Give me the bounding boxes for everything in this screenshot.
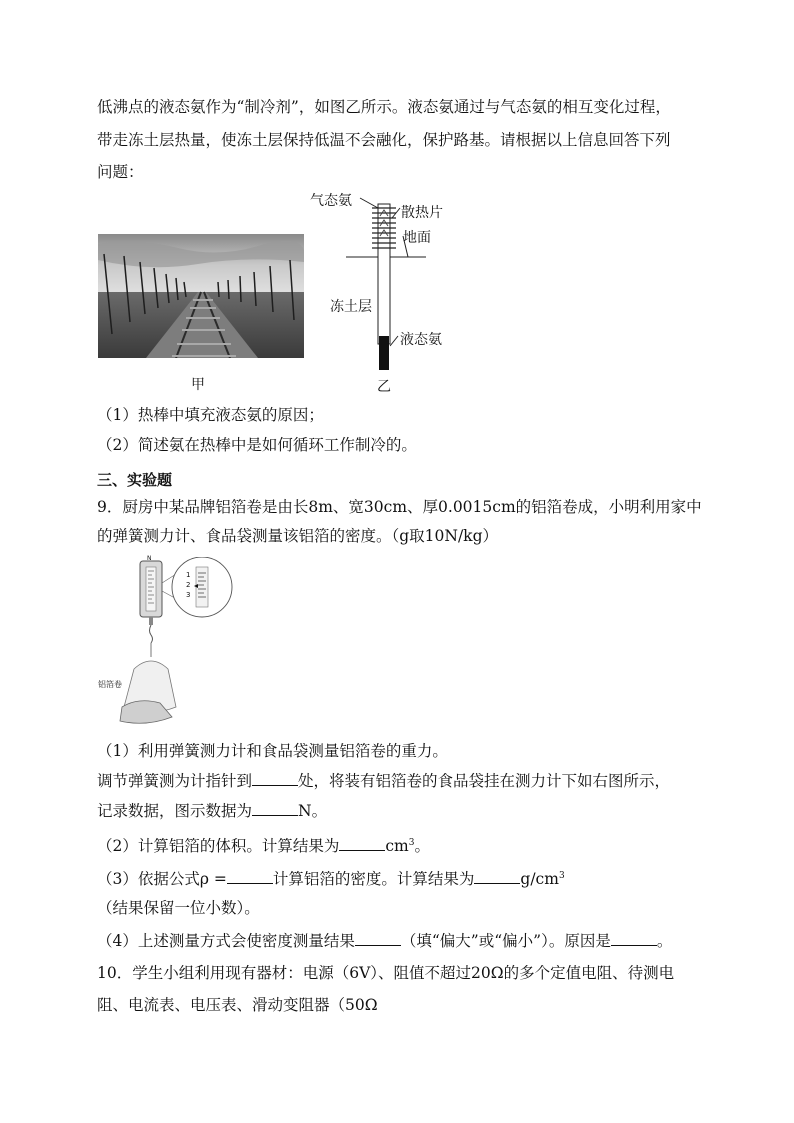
q9-sub2	[97, 833, 430, 856]
answer-blank-zero-point[interactable]	[252, 771, 298, 786]
q9-sub3-pre: （3）依据公式ρ =	[97, 870, 227, 889]
q9-sub1-a-pre: 调节弹簧测为计指针到	[97, 772, 253, 790]
q9-sub2-end: 。	[414, 837, 431, 856]
label-ground: 地面	[403, 230, 431, 246]
label-gas-ammonia: 气态氨	[310, 193, 352, 209]
q9-sub4-end: 。	[656, 932, 673, 950]
scale-tick-3: 3	[186, 591, 191, 599]
q9-sub3-sup: 3	[558, 871, 565, 881]
q9-sub1-line-b	[97, 801, 327, 821]
railway-photo	[98, 234, 304, 358]
section-title: 三、实验题	[97, 471, 173, 489]
q9-sub1-line-a	[97, 771, 670, 791]
intro-line-1: 低沸点的液态氨作为“制冷剂”，如图乙所示。液态氨通过与气态氨的相互变化过程，	[97, 98, 671, 116]
diagram-caption: 乙	[377, 379, 391, 395]
spring-scale-figure	[98, 557, 238, 729]
q10-line-1: 10．学生小组利用现有器材：电源（6V）、阻值不超过20Ω的多个定值电阻、待测电	[97, 964, 675, 982]
q9-sub2-sup: 3	[408, 838, 415, 848]
answer-blank-bias[interactable]	[355, 931, 401, 946]
spring-scale-drawing	[98, 557, 238, 729]
q9-sub1-b-post: N。	[298, 802, 328, 820]
answer-blank-density[interactable]	[474, 869, 520, 884]
label-liquid-ammonia: 液态氨	[400, 332, 442, 348]
q9-sub4	[97, 931, 672, 951]
railway-photo-drawing	[98, 234, 304, 358]
scale-unit-label: N	[147, 555, 152, 562]
q9-stem-1: 9．厨房中某品牌铝箔卷是由长8m、宽30cm、厚0.0015cm的铝箔卷成，小明利用家中	[97, 498, 702, 516]
q9-sub2-pre: （2）计算铝箔的体积。计算结果为	[97, 837, 340, 856]
answer-blank-reason[interactable]	[611, 931, 657, 946]
foil-roll-label: 铝箔卷	[98, 680, 122, 689]
q10-line-2: 阻、电流表、电压表、滑动变阻器（50Ω	[97, 996, 378, 1014]
q9-sub1-b-pre: 记录数据，图示数据为	[97, 802, 253, 820]
q8-sub2: （2）简述氨在热棒中是如何循环工作制冷的。	[97, 436, 417, 454]
q9-sub3-unit: g/cm	[520, 870, 559, 889]
heat-pipe-diagram	[300, 186, 500, 396]
label-permafrost: 冻土层	[330, 299, 372, 315]
q9-sub4-mid: （填“偏大”或“偏小”）。原因是	[400, 932, 611, 950]
answer-blank-formula[interactable]	[227, 869, 273, 884]
intro-line-3: 问题：	[97, 163, 144, 181]
answer-blank-volume[interactable]	[339, 836, 385, 851]
q8-sub1: （1）热棒中填充液态氨的原因；	[97, 406, 324, 424]
q9-sub3-note: （结果保留一位小数）。	[97, 899, 260, 917]
q9-sub3	[97, 866, 565, 889]
heat-pipe-drawing	[300, 186, 500, 396]
scale-tick-2: 2	[186, 581, 191, 589]
photo-caption: 甲	[191, 377, 205, 393]
q9-sub3-mid: 计算铝箔的密度。计算结果为	[272, 870, 475, 889]
intro-line-2: 带走冻土层热量，使冻土层保持低温不会融化，保护路基。请根据以上信息回答下列	[97, 131, 671, 149]
q9-sub2-unit: cm	[385, 837, 409, 856]
q9-sub1-a-post: 处，将装有铝箔卷的食品袋挂在测力计下如右图所示，	[298, 772, 671, 790]
q9-stem-2: 的弹簧测力计、食品袋测量该铝箔的密度。（g取10N/kg）	[97, 527, 498, 545]
answer-blank-weight[interactable]	[252, 801, 298, 816]
q9-sub4-pre: （4）上述测量方式会使密度测量结果	[97, 932, 355, 950]
q9-sub1: （1）利用弹簧测力计和食品袋测量铝箔卷的重力。	[97, 742, 448, 760]
scale-tick-1: 1	[186, 571, 191, 579]
label-fins: 散热片	[401, 205, 443, 221]
